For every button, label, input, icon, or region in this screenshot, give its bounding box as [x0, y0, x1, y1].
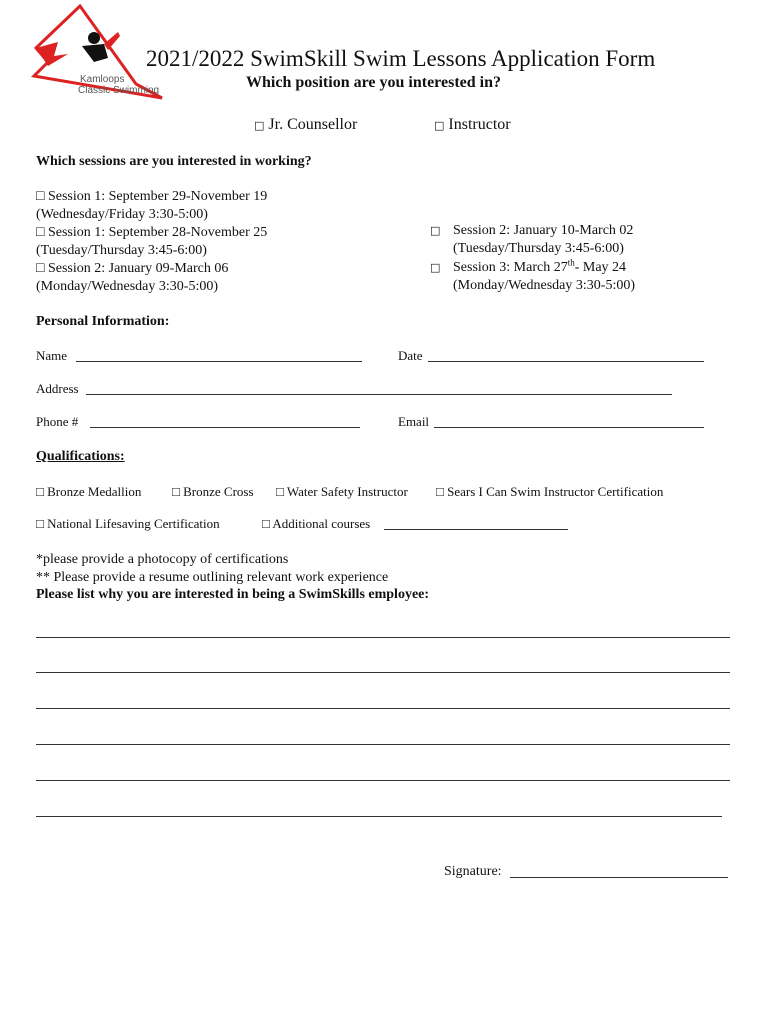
logo-swimmer-body	[82, 44, 108, 62]
interest-prompt: Please list why you are interested in being a SwimSkills employee:	[36, 587, 430, 602]
option-jr-counsellor[interactable]	[254, 116, 357, 134]
sessions-left-column	[36, 188, 267, 296]
email-field-line[interactable]	[434, 427, 704, 428]
qual-additional-courses[interactable]: □ Additional courses	[262, 516, 371, 531]
answer-line[interactable]	[36, 672, 730, 673]
session-right-2-schedule: (Monday/Wednesday 3:30-5:00)	[453, 278, 635, 293]
session-right-2-text	[453, 259, 635, 295]
email-label: Email	[398, 414, 430, 429]
personal-info-heading: Personal Information:	[36, 314, 170, 329]
position-question: Which position are you interested in?	[246, 74, 501, 91]
signature-field-line[interactable]	[510, 877, 728, 878]
answer-line[interactable]	[36, 780, 730, 781]
session-right-1-schedule: (Tuesday/Thursday 3:45-6:00)	[453, 241, 624, 256]
name-label: Name	[36, 348, 68, 363]
address-label: Address	[36, 381, 79, 396]
phone-label: Phone #	[36, 414, 79, 429]
checkbox-session-right-2[interactable]: □	[430, 261, 441, 274]
sessions-heading: Which sessions are you interested in working?	[36, 154, 312, 169]
signature-label: Signature:	[444, 864, 502, 879]
qual-national-lifesaving[interactable]: □ National Lifesaving Certification	[36, 516, 220, 531]
page-title: 2021/2022 SwimSkill Swim Lessons Application Form	[146, 46, 656, 71]
note-resume: ** Please provide a resume outlining relevant work experience	[36, 570, 389, 585]
session-schedule-text: (Monday/Wednesday 3:30-5:00)	[36, 279, 218, 294]
session-option-right-2[interactable]	[430, 259, 440, 277]
qual-sears-i-can-swim[interactable]: □ Sears I Can Swim Instructor Certification	[436, 484, 664, 499]
checkbox-jr-counsellor[interactable]: □	[254, 119, 265, 132]
checkbox-instructor[interactable]: □	[434, 119, 445, 132]
qual-bronze-medallion[interactable]: □ Bronze Medallion	[36, 484, 142, 499]
session-option-text[interactable]: □ Session 1: September 28-November 25	[36, 225, 268, 240]
session-schedule-text: (Wednesday/Friday 3:30-5:00)	[36, 207, 208, 222]
qualifications-heading: Qualifications:	[36, 449, 125, 464]
option-instructor-label: Instructor	[448, 116, 511, 133]
session-right-2-title: Session 3: March 27th- May 24	[453, 257, 627, 275]
logo-flame	[36, 42, 68, 66]
answer-line[interactable]	[36, 708, 730, 709]
additional-courses-field-line[interactable]	[384, 529, 568, 530]
session-right-1-text	[453, 222, 633, 258]
option-jr-counsellor-label: Jr. Counsellor	[268, 116, 358, 133]
logo-text-line2: Classic Swimming	[78, 85, 160, 96]
address-field-line[interactable]	[86, 394, 672, 395]
answer-line[interactable]	[36, 816, 722, 817]
logo-swimmer-head	[88, 32, 100, 44]
date-label: Date	[398, 348, 423, 363]
option-instructor[interactable]	[434, 116, 511, 134]
checkbox-session-right-1[interactable]: □	[430, 224, 441, 237]
name-field-line[interactable]	[76, 361, 362, 362]
session-option-text[interactable]: □ Session 2: January 09-March 06	[36, 261, 229, 276]
session-option-right-1[interactable]	[430, 222, 440, 240]
session-option-text[interactable]: □ Session 1: September 29-November 19	[36, 189, 268, 204]
answer-line[interactable]	[36, 744, 730, 745]
date-field-line[interactable]	[428, 361, 704, 362]
session-right-1-title: Session 2: January 10-March 02	[453, 223, 634, 238]
answer-line[interactable]	[36, 637, 730, 638]
logo-text-line1: Kamloops	[80, 74, 125, 85]
qual-water-safety-instructor[interactable]: □ Water Safety Instructor	[276, 484, 408, 499]
note-photocopy: *please provide a photocopy of certifications	[36, 552, 289, 567]
phone-field-line[interactable]	[90, 427, 360, 428]
qual-bronze-cross[interactable]: □ Bronze Cross	[172, 484, 254, 499]
session-schedule-text: (Tuesday/Thursday 3:45-6:00)	[36, 243, 207, 258]
